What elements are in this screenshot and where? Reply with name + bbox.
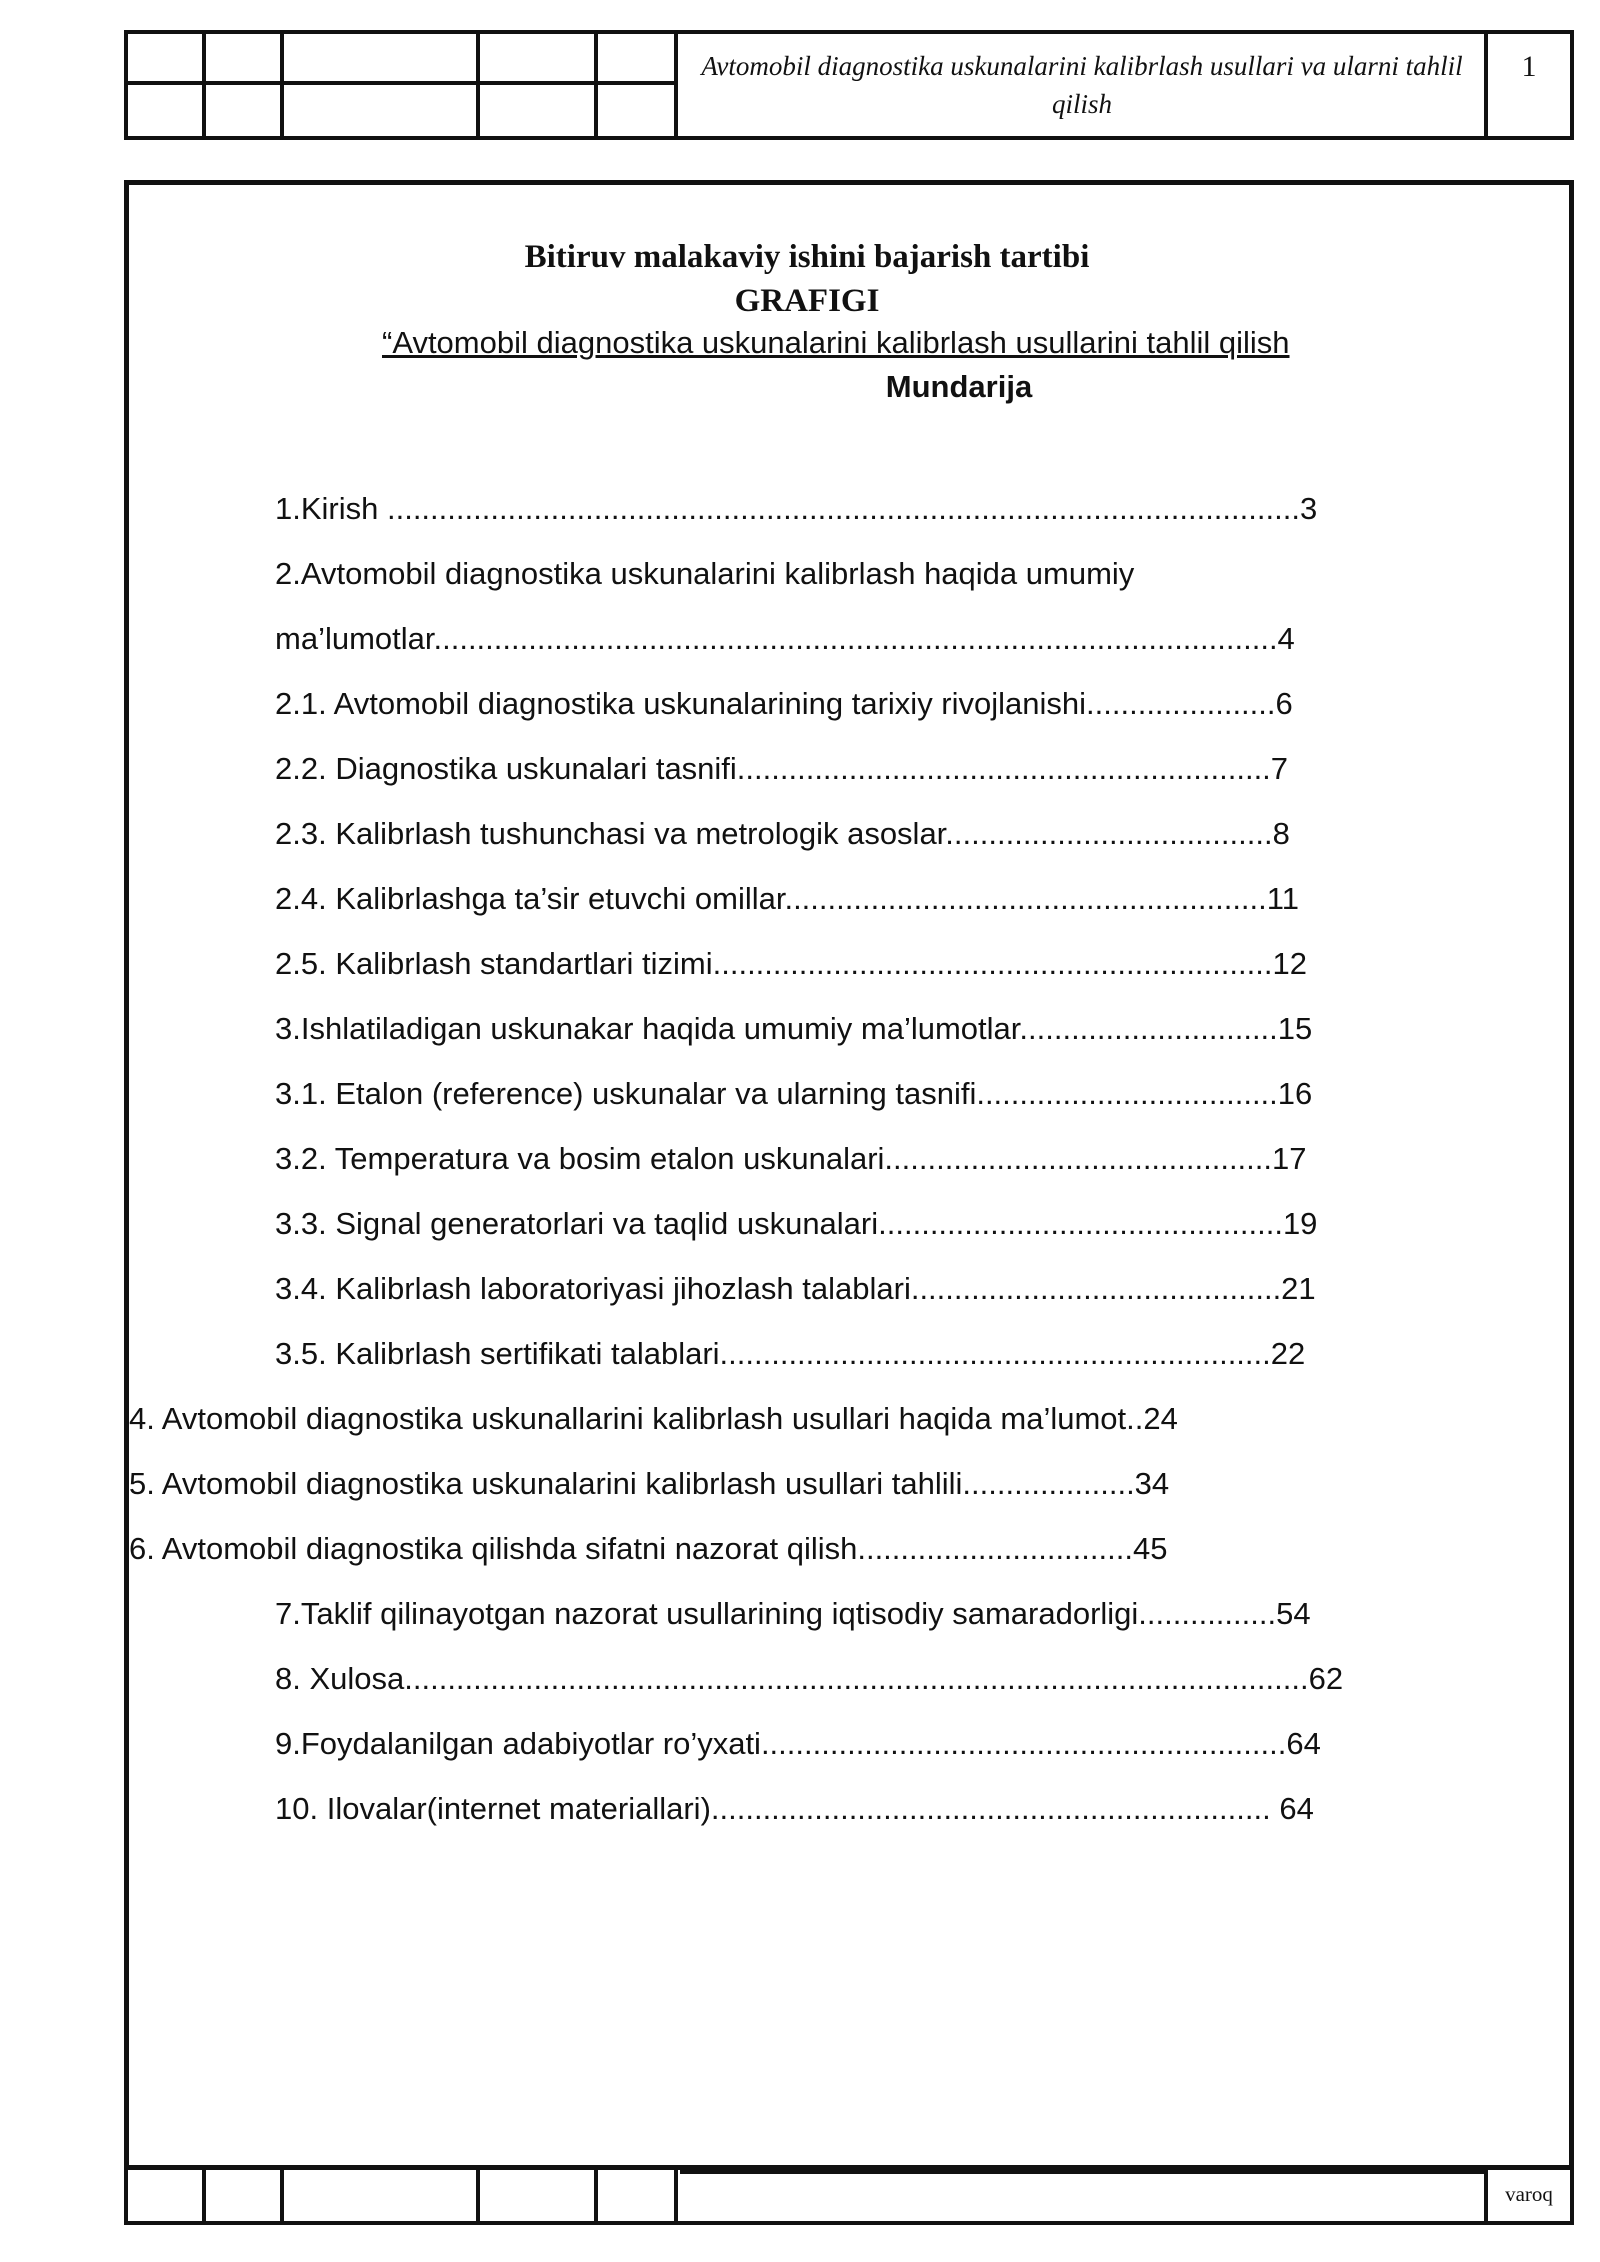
toc-entry: 3.1. Etalon (reference) uskunalar va ularning tasnifi...................................16: [275, 1076, 1313, 1111]
toc-entry: 9.Foydalanilgan adabiyotlar ro’yxati.............................................................64: [275, 1726, 1321, 1761]
stamp-cell: [206, 2170, 284, 2221]
stamp-cell: [480, 34, 598, 85]
stamp-cell: [284, 2170, 480, 2221]
toc-entry: 2.2. Diagnostika uskunalari tasnifi..............................................................7: [275, 751, 1289, 786]
footer-stamp: [124, 2170, 1574, 2225]
toc-entry: 1.Kirish ..........................................................................................................3: [275, 491, 1318, 526]
toc-entry: ma’lumotlar..................................................................................................4: [275, 621, 1295, 656]
toc-entry: 2.1. Avtomobil diagnostika uskunalarining tarixiy rivojlanishi......................6: [275, 686, 1293, 721]
topic-line: “Avtomobil diagnostika uskunalarini kalibrlash usullarini tahlil qilish: [382, 325, 1290, 360]
stamp-page-label: varoq: [1505, 2182, 1553, 2206]
stamp-title-cell: [680, 2170, 1488, 2221]
page-subtitle: GRAFIGI: [734, 283, 880, 319]
stamp-cell: [128, 34, 206, 85]
toc-entry: 3.4. Kalibrlash laboratoriyasi jihozlash talablari...........................................21: [275, 1271, 1316, 1306]
toc-entry: 8. Xulosa.........................................................................................................62: [275, 1661, 1344, 1696]
toc-entry: 2.4. Kalibrlashga ta’sir etuvchi omillar........................................................11: [275, 881, 1299, 916]
toc-entry: 3.3. Signal generatorlari va taqlid uskunalari...............................................19: [275, 1206, 1318, 1241]
stamp-cell: [598, 34, 678, 85]
toc-entry: 3.5. Kalibrlash sertifikati talablari................................................................22: [275, 1336, 1306, 1371]
stamp-cell: [598, 2170, 678, 2221]
toc-entry: 4. Avtomobil diagnostika uskunallarini kalibrlash usullari haqida ma’lumot..24: [129, 1401, 1178, 1436]
stamp-cell: [206, 85, 284, 136]
table-of-contents: [129, 185, 1569, 2165]
toc-entry: 3.Ishlatiladigan uskunakar haqida umumiy ma’lumotlar..............................15: [275, 1011, 1313, 1046]
toc-entry: 6. Avtomobil diagnostika qilishda sifatni nazorat qilish................................45: [129, 1531, 1168, 1566]
toc-entry: 2.Avtomobil diagnostika uskunalarini kalibrlash haqida umumiy: [275, 556, 1135, 591]
stamp-cell: [128, 85, 206, 136]
toc-entry: 3.2. Temperatura va bosim etalon uskunalari.............................................17: [275, 1141, 1307, 1176]
toc-entry: 10. Ilovalar(internet materiallari)................................................................. 64: [275, 1791, 1314, 1826]
stamp-cell: [206, 34, 284, 85]
stamp-cell: [598, 85, 678, 136]
stamp-cell: [480, 2170, 598, 2221]
toc-entry: 2.3. Kalibrlash tushunchasi va metrologik asoslar......................................8: [275, 816, 1290, 851]
stamp-cell: [284, 34, 480, 85]
stamp-cell: [128, 2170, 206, 2221]
stamp-cells: [128, 34, 680, 136]
header-stamp: [124, 30, 1574, 140]
toc-entry: 7.Taklif qilinayotgan nazorat usullarining iqtisodiy samaradorligi................54: [275, 1596, 1311, 1631]
toc-entry: 5. Avtomobil diagnostika uskunalarini kalibrlash usullari tahlili....................34: [129, 1466, 1170, 1501]
stamp-cells: [128, 2170, 680, 2221]
stamp-document-title: Avtomobil diagnostika uskunalarini kalibrlash usullari va ularni tahlil qilish: [680, 34, 1488, 136]
page-frame: [124, 180, 1574, 2170]
stamp-cell: [284, 85, 480, 136]
stamp-page-number: 1: [1521, 50, 1537, 83]
stamp-cell: [480, 85, 598, 136]
page-title: Bitiruv malakaviy ishini bajarish tartibi: [524, 239, 1090, 275]
toc-entry: 2.5. Kalibrlash standartlari tizimi.................................................................12: [275, 946, 1307, 981]
toc-heading: Mundarija: [885, 369, 1033, 404]
